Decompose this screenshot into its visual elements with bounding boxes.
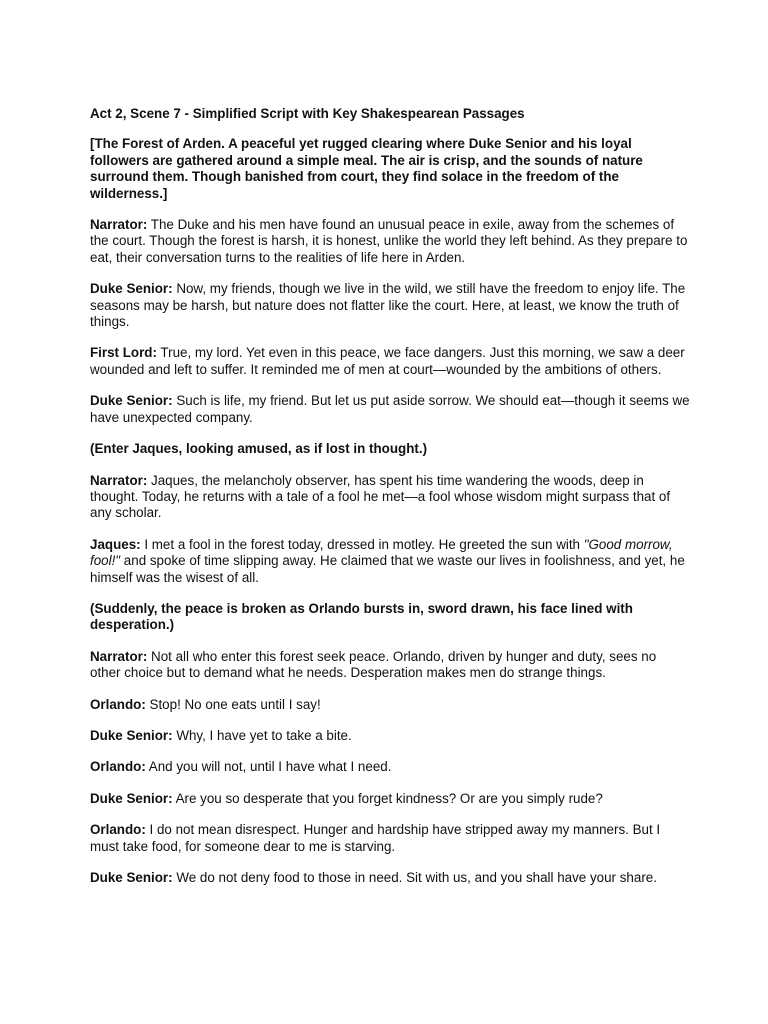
- dialogue-text: Jaques, the melancholy observer, has spent his time wandering the woods, deep in thought. Today, he returns with a tale of a fool he met—a fool whose wisdom might surpass that of any scholar.: [90, 472, 671, 521]
- dialogue-text: I do not mean disrespect. Hunger and hardship have stripped away my manners. But I must take food, for someone dear to me is starving.: [90, 822, 661, 854]
- speaker-name: Orlando:: [90, 759, 146, 775]
- speaker-name: Jaques:: [90, 536, 141, 552]
- dialogue-text: Such is life, my friend. But let us put aside sorrow. We should eat—though it seems we have unexpected company.: [90, 393, 690, 425]
- dialogue-text: Stop! No one eats until I say!: [145, 696, 321, 712]
- dialogue-text: The Duke and his men have found an unusual peace in exile, away from the schemes of the court. Though the forest is harsh, it is honest, unlike the world they left behind. As they prepare to eat, their conversation turns to the realities of life here in Arden.: [90, 217, 688, 265]
- dialogue-text: Not all who enter this forest seek peace. Orlando, driven by hunger and duty, sees no other choice but to demand what he needs. Desperation makes men do strange things.: [90, 648, 657, 681]
- dialogue-text: Why, I have yet to take a bite.: [172, 727, 352, 743]
- speaker-name: First Lord:: [90, 345, 157, 361]
- dialogue-text: And you will not, until I have what I need.: [145, 759, 392, 775]
- speaker-name: Duke Senior:: [90, 727, 173, 743]
- dialogue-text: We do not deny food to those in need. Sit with us, and you shall have your share.: [172, 870, 657, 885]
- dialogue-line: [90, 728, 690, 744]
- dialogue-line: [90, 649, 690, 682]
- document-page: [90, 106, 690, 901]
- speaker-name: Narrator:: [90, 217, 148, 233]
- speaker-name: Orlando:: [90, 822, 146, 838]
- dialogue-line: [90, 822, 690, 855]
- dialogue-line: [90, 697, 690, 713]
- dialogue-line: [90, 791, 690, 807]
- dialogue-line: [90, 217, 690, 266]
- speaker-name: Orlando:: [90, 696, 146, 712]
- dialogue-line: [90, 759, 690, 775]
- speaker-name: Duke Senior:: [90, 393, 173, 409]
- dialogue-line: [90, 345, 690, 378]
- dialogue-text: True, my lord. Yet even in this peace, we face dangers. Just this morning, we saw a deer wounded and left to suffer. It reminded me of men at court—wounded by the ambitions of others.: [90, 345, 685, 377]
- dialogue-text: I met a fool in the forest today, dressed in motley. He greeted the sun with: [140, 536, 584, 552]
- speaker-name: Narrator:: [90, 648, 148, 664]
- dialogue-line: [90, 393, 690, 426]
- dialogue-line: [90, 870, 690, 886]
- speaker-name: Duke Senior:: [90, 281, 173, 297]
- speaker-name: Duke Senior:: [90, 870, 173, 885]
- quoted-text: "Good morrow, fool!": [90, 536, 673, 569]
- speaker-name: Duke Senior:: [90, 790, 173, 806]
- dialogue-text: Now, my friends, though we live in the wild, we still have the freedom to enjoy life. The seasons may be harsh, but nature does not flatter like the court. Here, at least, we know the truth of things.: [90, 281, 686, 330]
- stage-direction: (Suddenly, the peace is broken as Orlando bursts in, sword drawn, his face lined with desperation.): [90, 600, 633, 633]
- dialogue-text: Are you so desperate that you forget kindness? Or are you simply rude?: [172, 790, 603, 806]
- dialogue-line: [90, 473, 690, 522]
- stage-direction: (Enter Jaques, looking amused, as if lost in thought.): [90, 441, 428, 457]
- dialogue-line: [90, 537, 690, 586]
- speaker-name: Narrator:: [90, 472, 148, 488]
- dialogue-text: and spoke of time slipping away. He claimed that we waste our lives in foolishness, and yet, he himself was the wisest of all.: [90, 553, 685, 585]
- document-title: Act 2, Scene 7 - Simplified Script with Key Shakespearean Passages: [90, 106, 525, 121]
- dialogue-line: [90, 281, 690, 330]
- scene-setting: [The Forest of Arden. A peaceful yet rugged clearing where Duke Senior and his loyal followers are gathered around a simple meal. The air is crisp, and the sounds of nature surround them. Though banished from court, they find solace in the freedom of the wilderness.]: [90, 136, 643, 201]
